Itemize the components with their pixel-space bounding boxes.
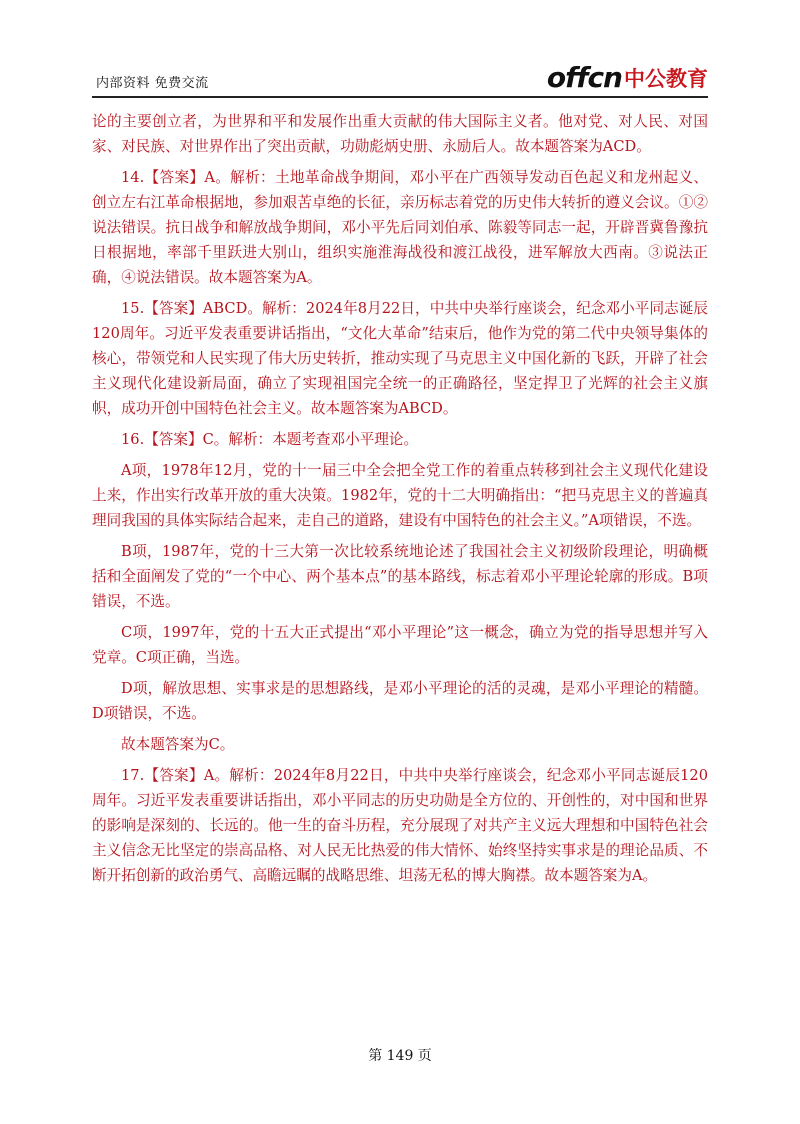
document-body	[92, 109, 708, 894]
paragraph-continuation: 论的主要创立者，为世界和平和发展作出重大贡献的伟大国际主义者。他对党、对人民、对国家、对民族、对世界作出了突出贡献，功勋彪炳史册、永励后人。故本题答案为ACD。	[92, 113, 708, 155]
answer-16-option-b: B项，1987年，党的十三大第一次比较系统地论述了我国社会主义初级阶段理论，明确概括和全面阐发了党的“一个中心、两个基本点”的基本路线，标志着邓小平理论轮廓的形成。B项错误，不选。	[92, 543, 708, 610]
answer-16-option-a: A项，1978年12月，党的十一届三中全会把全党工作的着重点转移到社会主义现代化建设上来，作出实行改革开放的重大决策。1982年，党的十二大明确指出：“把马克思主义的普遍真理同我国的具体实际结合起来，走自己的道路，建设有中国特色的社会主义。”A项错误，不选。	[92, 462, 708, 529]
header-label: 内部资料 免费交流	[96, 76, 209, 91]
answer-16-option-d: D项，解放思想、实事求是的思想路线，是邓小平理论的活的灵魂，是邓小平理论的精髓。D项错误，不选。	[92, 680, 708, 722]
answer-15: 15.【答案】ABCD。解析：2024年8月22日，中共中央举行座谈会，纪念邓小平同志诞辰120周年。习近平发表重要讲话指出，“文化大革命”结束后，他作为党的第二代中央领导集体的核心，带领党和人民实现了伟大历史转折，推动实现了马克思主义中国化新的飞跃，开辟了社会主义现代化建设新局面，确立了实现祖国完全统一的正确路径，坚定捍卫了光辉的社会主义旗帜，成功开创中国特色社会主义。故本题答案为ABCD。	[92, 300, 708, 417]
logo-latin: offcn	[546, 61, 622, 94]
answer-16-conclusion: 故本题答案为C。	[121, 736, 235, 753]
logo-chinese: 中公教育	[624, 67, 708, 91]
offcn-logo	[547, 62, 708, 92]
header-divider	[92, 96, 708, 98]
answer-14: 14.【答案】A。解析：土地革命战争期间，邓小平在广西领导发动百色起义和龙州起义、创立左右江革命根据地，参加艰苦卓绝的长征，亲历标志着党的历史伟大转折的遵义会议。①②说法错误。抗日战争和解放战争期间，邓小平先后同刘伯承、陈毅等同志一起，开辟晋冀鲁豫抗日根据地，率部千里跃进大别山，组织实施淮海战役和渡江战役，进军解放大西南。③说法正确，④说法错误。故本题答案为A。	[92, 169, 708, 286]
answer-17: 17.【答案】A。解析：2024年8月22日，中共中央举行座谈会，纪念邓小平同志诞辰120周年。习近平发表重要讲话指出，邓小平同志的历史功勋是全方位的、开创性的，对中国和世界的影响是深刻的、长远的。他一生的奋斗历程，充分展现了对共产主义远大理想和中国特色社会主义信念无比坚定的崇高品格、对人民无比热爱的伟大情怀、始终坚持实事求是的理论品质、不断开拓创新的政治勇气、高瞻远瞩的战略思维、坦荡无私的博大胸襟。故本题答案为A。	[92, 767, 708, 884]
answer-16-option-c: C项，1997年，党的十五大正式提出“邓小平理论”这一概念，确立为党的指导思想并写入党章。C项正确，当选。	[92, 624, 708, 666]
page-header	[92, 62, 708, 96]
answer-16: 16.【答案】C。解析：本题考查邓小平理论。	[121, 431, 419, 448]
page-number: 第 149 页	[368, 1048, 432, 1064]
